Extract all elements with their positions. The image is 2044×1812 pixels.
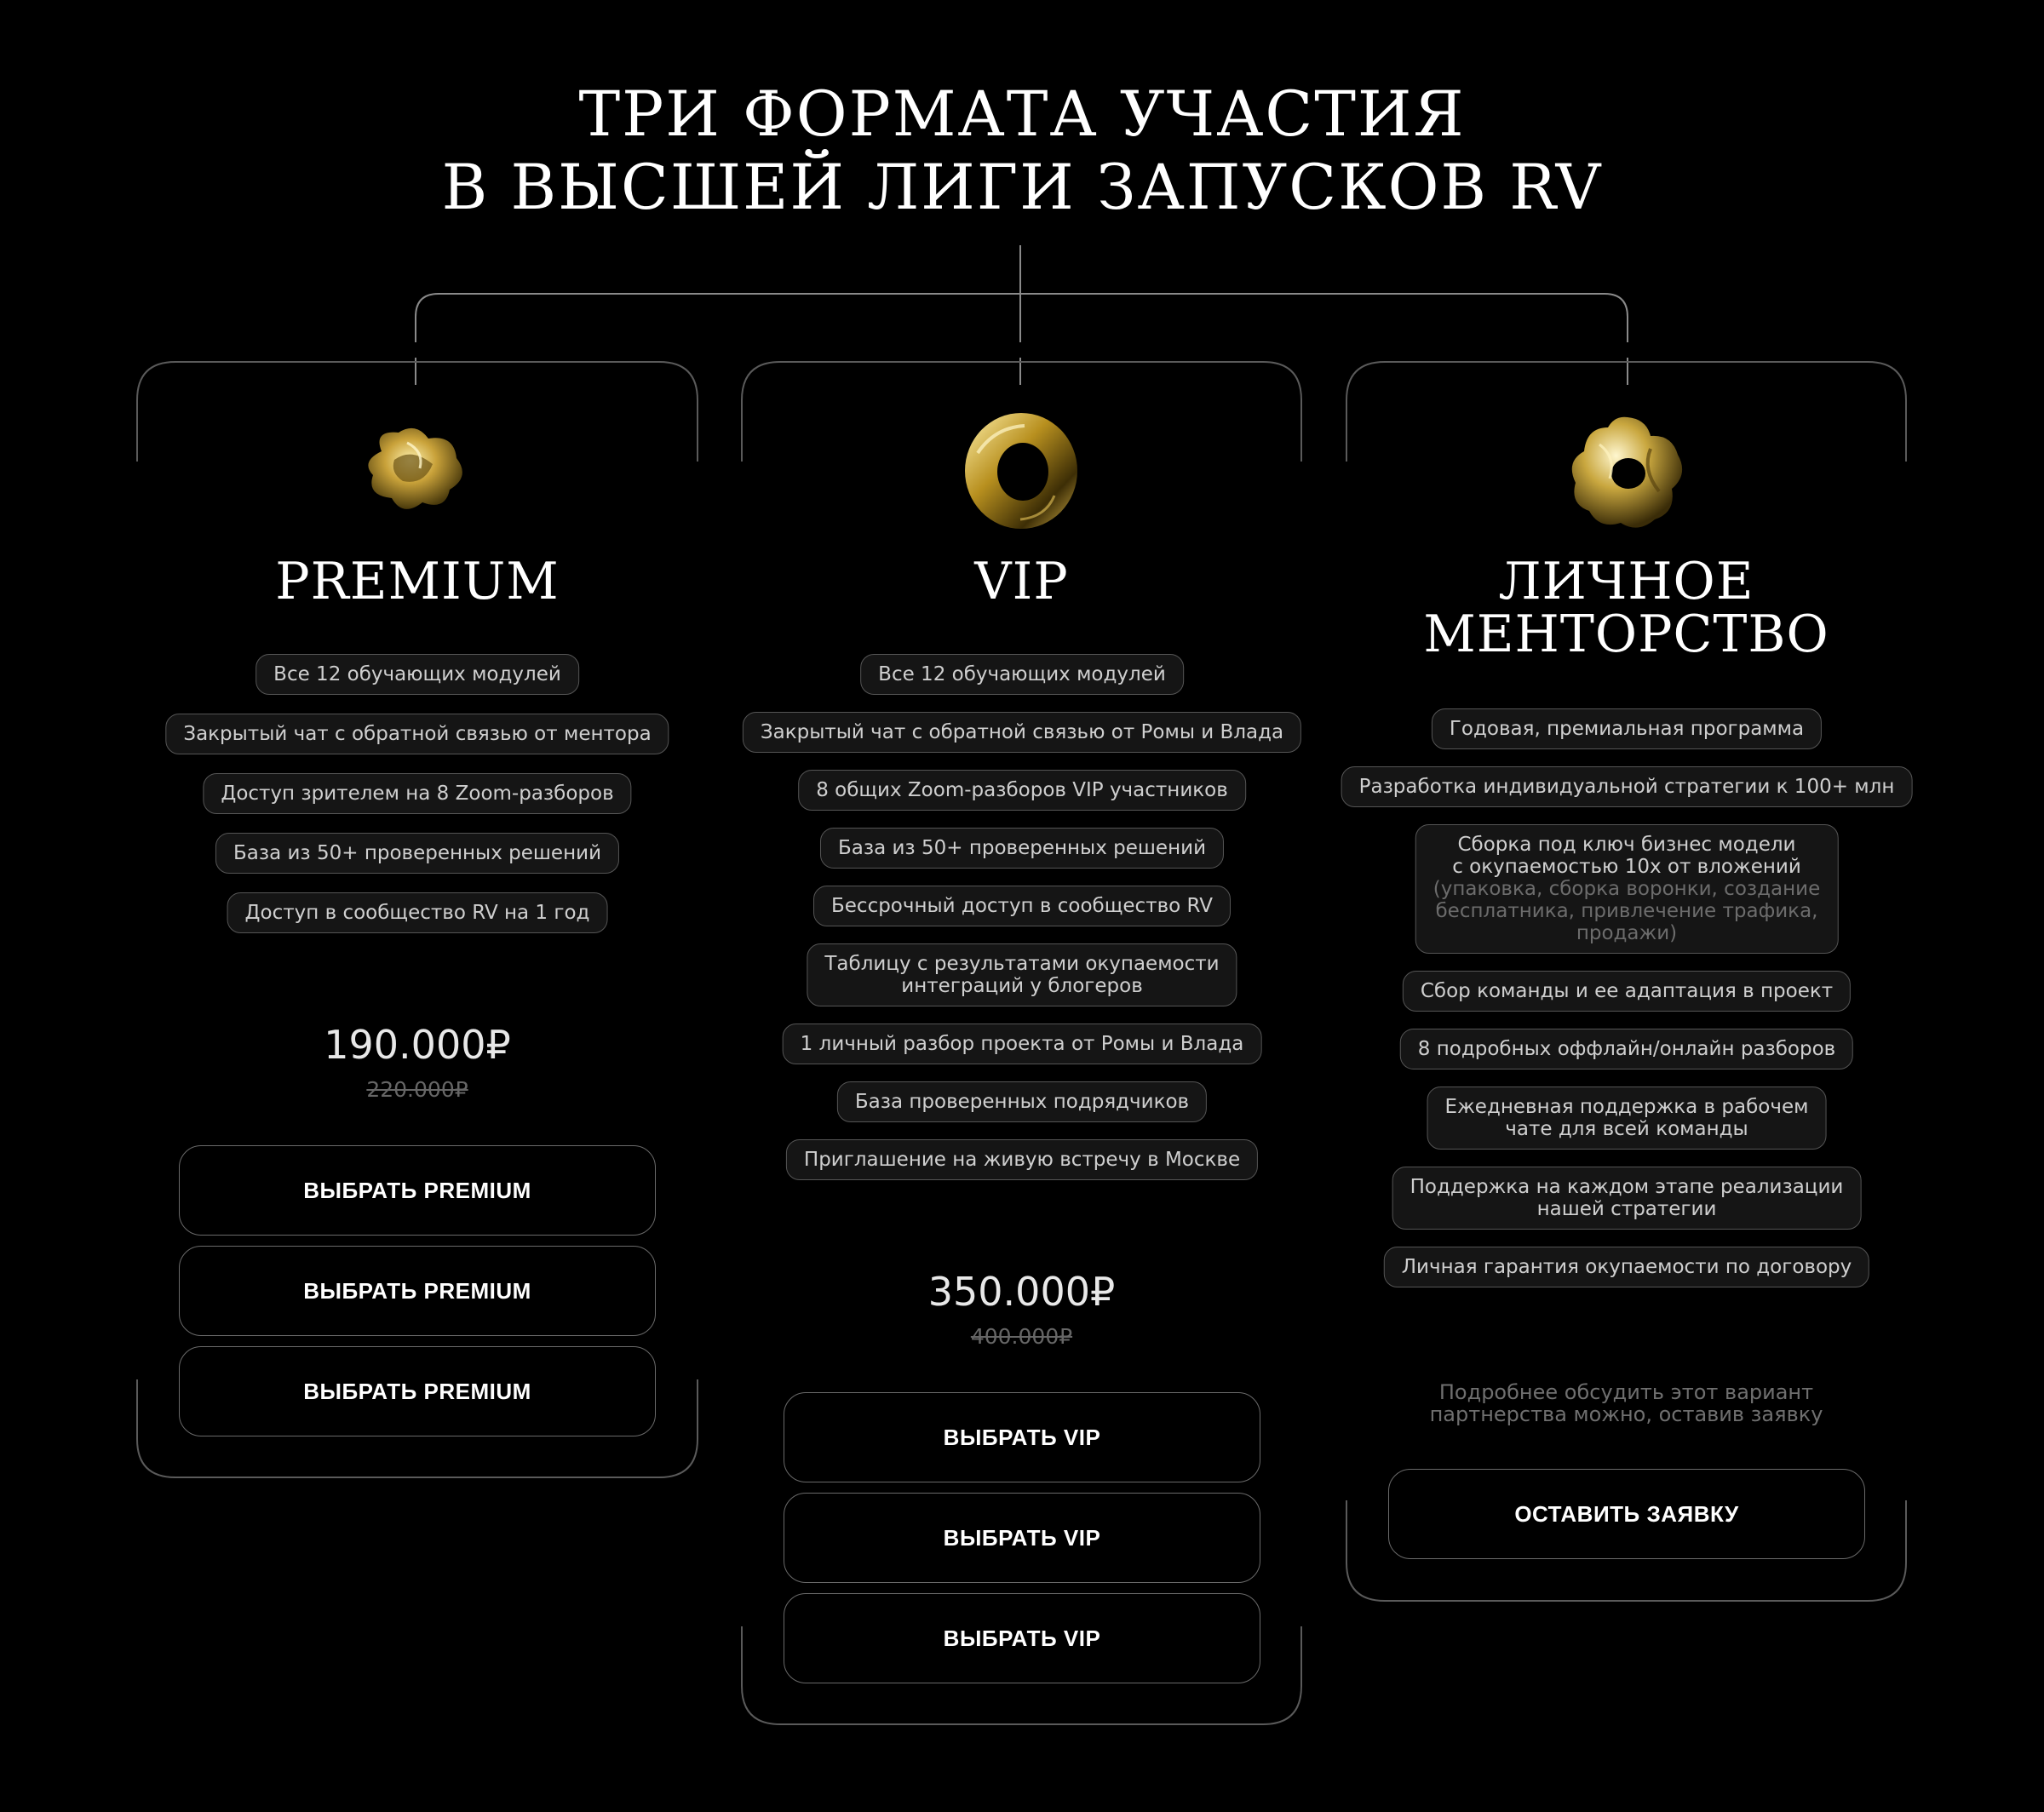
feature-note-text: продажи): [1576, 922, 1678, 944]
feature-text: Приглашение на живую встречу в Москве: [803, 1149, 1241, 1171]
feature-text: 1 личный разбор проекта от Ромы и Влада: [800, 1033, 1244, 1055]
feature-text: Поддержка на каждом этапе реализации: [1410, 1176, 1844, 1198]
feature-text: Все 12 обучающих модулей: [273, 663, 561, 685]
feature-text: Закрытый чат с обратной связью от ментора: [183, 723, 652, 745]
price: 190.000₽: [324, 1022, 511, 1068]
feature-text: Доступ в сообщество RV на 1 год: [244, 902, 590, 924]
feature-chip: [1341, 766, 1913, 807]
feature-chip: [1427, 1087, 1827, 1150]
feature-text: 8 подробных оффлайн/онлайн разборов: [1417, 1038, 1836, 1060]
choose-premium-button[interactable]: ВЫБРАТЬ PREMIUM: [179, 1145, 656, 1236]
feature-text: База из 50+ проверенных решений: [837, 837, 1207, 859]
feature-text: Годовая, премиальная программа: [1449, 718, 1805, 740]
plan-title-vip: [742, 552, 1301, 611]
feature-chip: [1384, 1247, 1869, 1287]
feature-text: с окупаемостью 10х от вложений: [1452, 856, 1801, 878]
feature-chip: [798, 770, 1246, 811]
feature-chip: [783, 1024, 1262, 1064]
choose-vip-button[interactable]: ВЫБРАТЬ VIP: [784, 1593, 1260, 1683]
feature-chip: [1400, 1029, 1853, 1069]
feature-text: 8 общих Zoom-разборов VIP участников: [816, 779, 1228, 801]
feature-text: База из 50+ проверенных решений: [233, 842, 602, 864]
plan-title-mentorship: [1346, 552, 1906, 664]
feature-text: Все 12 обучающих модулей: [878, 663, 1166, 685]
feature-chip: [837, 1081, 1207, 1122]
choose-vip-button[interactable]: ВЫБРАТЬ VIP: [784, 1392, 1260, 1482]
feature-note-text: бесплатника, привлечение трафика,: [1435, 900, 1818, 922]
feature-chip: [1432, 708, 1822, 749]
feature-chip: [203, 773, 631, 814]
contact-note: [1346, 1381, 1906, 1425]
old-price: 400.000₽: [970, 1324, 1073, 1349]
feature-chip: [165, 714, 669, 754]
feature-text: База проверенных подрядчиков: [854, 1091, 1190, 1113]
plan-title-line: VIP: [974, 552, 1069, 611]
feature-chip: [786, 1139, 1258, 1180]
feature-text: нашей стратегии: [1536, 1198, 1717, 1220]
feature-text: Разработка индивидуальной стратегии к 100+ млн: [1358, 776, 1895, 798]
gold-ring-icon: [961, 410, 1082, 531]
page-title-line: В ВЫСШЕЙ ЛИГИ ЗАПУСКОВ RV: [441, 152, 1603, 224]
plan-title-line: PREMIUM: [275, 552, 560, 611]
plan-title-line: ЛИЧНОЕ: [1498, 552, 1754, 611]
feature-chip: [215, 833, 619, 874]
feature-text: Доступ зрителем на 8 Zoom-разборов: [221, 783, 614, 805]
choose-premium-button[interactable]: ВЫБРАТЬ PREMIUM: [179, 1346, 656, 1436]
price: 350.000₽: [927, 1269, 1116, 1315]
page-title: [0, 78, 2044, 225]
choose-vip-button[interactable]: ВЫБРАТЬ VIP: [784, 1493, 1260, 1583]
feature-text: Бессрочный доступ в сообщество RV: [830, 895, 1214, 917]
feature-chip: [227, 892, 608, 933]
feature-text: интеграций у блогеров: [901, 975, 1143, 997]
feature-chip: [813, 886, 1231, 926]
contact-note-line: Подробнее обсудить этот вариант: [1438, 1380, 1814, 1404]
feature-chip: [1403, 971, 1851, 1012]
feature-text: чате для всей команды: [1505, 1118, 1748, 1140]
gold-flower-icon: [1565, 410, 1690, 535]
plan-title-premium: [137, 552, 698, 611]
old-price: 220.000₽: [366, 1077, 468, 1102]
choose-premium-button[interactable]: ВЫБРАТЬ PREMIUM: [179, 1246, 656, 1336]
feature-text: Ежедневная поддержка в рабочем: [1444, 1096, 1809, 1118]
feature-text: Личная гарантия окупаемости по договору: [1401, 1256, 1852, 1278]
gold-blob-icon: [356, 417, 475, 519]
feature-text: Сбор команды и ее адаптация в проект: [1420, 980, 1834, 1002]
feature-text: Таблицу с результатами окупаемости: [824, 953, 1220, 975]
feature-chip: [1392, 1167, 1862, 1230]
contact-note-line: партнерства можно, оставив заявку: [1429, 1402, 1823, 1426]
feature-text: Закрытый чат с обратной связью от Ромы и Влада: [760, 721, 1284, 743]
feature-text: Сборка под ключ бизнес модели: [1457, 834, 1796, 856]
feature-chip: [1415, 824, 1839, 954]
feature-chip: [807, 943, 1237, 1006]
feature-chip: [743, 712, 1301, 753]
plan-title-line: МЕНТОРСТВО: [1423, 605, 1829, 664]
feature-chip: [860, 654, 1184, 695]
page-title-line: ТРИ ФОРМАТА УЧАСТИЯ: [578, 78, 1466, 151]
feature-note-text: (упаковка, сборка воронки, создание: [1433, 878, 1821, 900]
submit-request-button[interactable]: ОСТАВИТЬ ЗАЯВКУ: [1388, 1469, 1865, 1559]
feature-chip: [256, 654, 579, 695]
feature-chip: [820, 828, 1224, 869]
